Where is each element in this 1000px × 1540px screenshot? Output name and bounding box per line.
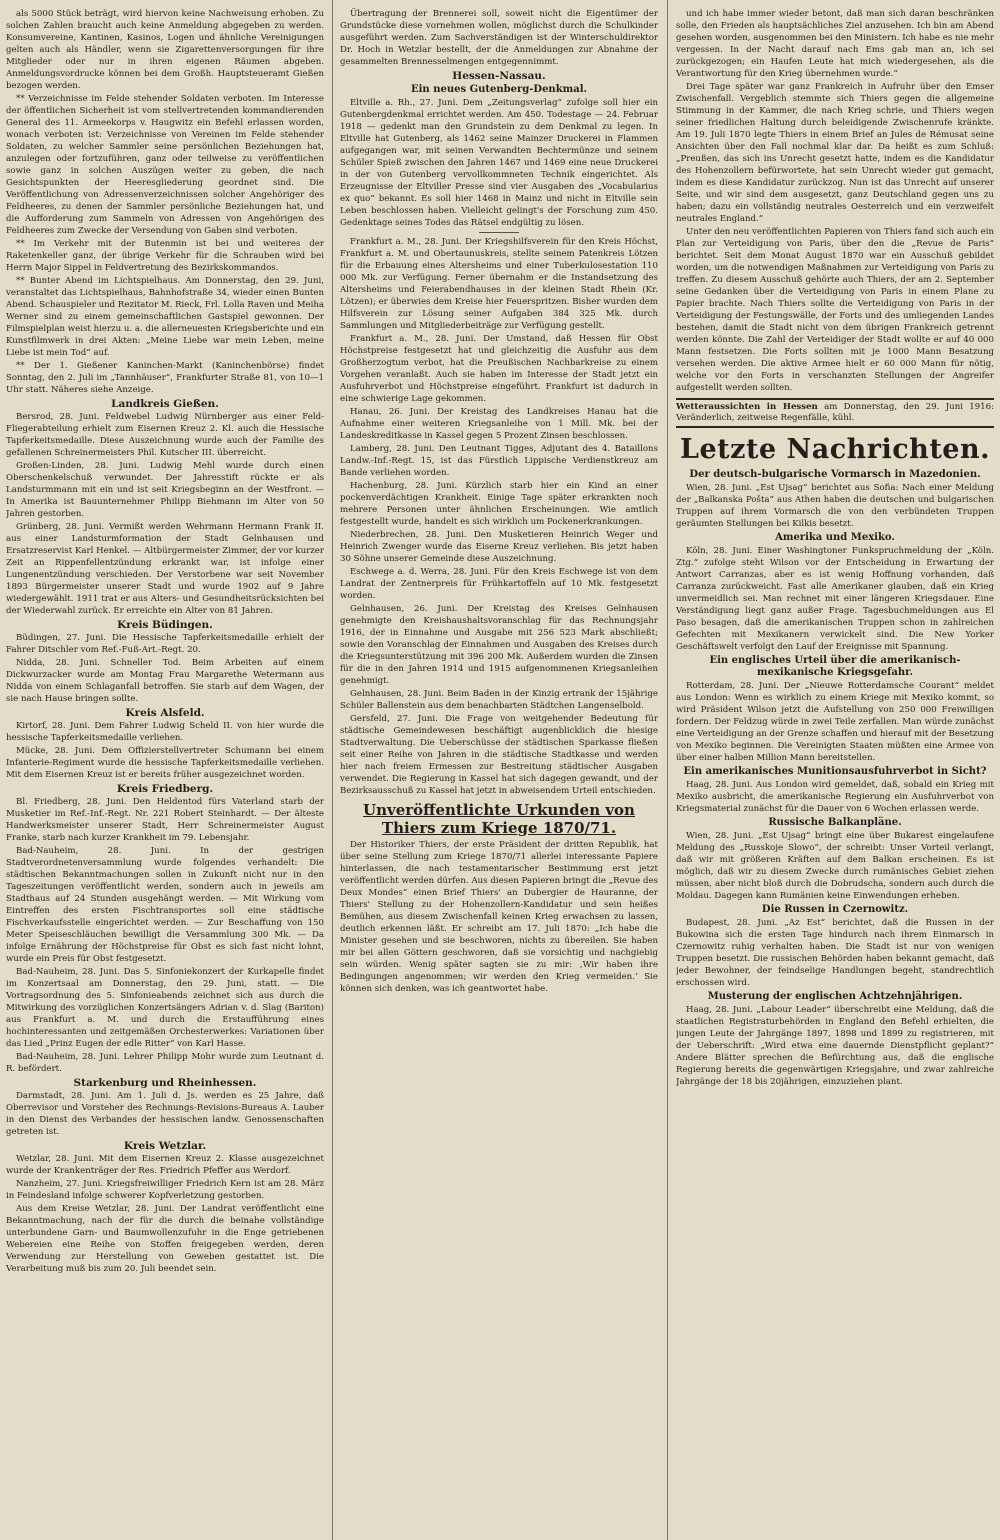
article-paragraph: ** Bunter Abend im Lichtspielhaus. Am Donnerstag, den 29. Juni, veranstaltet das Lichtspielhaus, Bahnhofstraße 34, wieder einen Bunten Abend. Schauspieler und Rezitator M. Rieck, Frl. Lolla Raven und Meiha Werner sind zu einem gemeinschaftlichen Gastspiel gewonnen. Der Filmspielplan weist hierzu u. a. die allerneuesten Kriegsberichte und ein Kunstfilmwerk in drei Akten: „Meine Liebe war mein Leben, meine Liebe ist mein Tod“ auf. [6,276,324,358]
section-heading: Kreis Friedberg. [116,783,214,795]
article-paragraph: Eltville a. Rh., 27. Juni. Dem „Zeitungsverlag“ zufolge soll hier ein Gutenbergdenkmal errichtet werden. Am 450. Todestage — 24. Februar 1918 — gedenkt man den Grundstein zu dem Denkmal zu legen. In Eltville hat Gutenberg, als 1462 seine Mainzer Druckerei in Flammen aufgegangen war, mit seinen Verwandten Bechtermünze und seinem Schüler Spieß zwischen den Jahren 1467 und 1469 eine neue Druckerei in der von Gutenberg vervollkommneten Technik eingerichtet. Als Erzeugnisse der Eltviller Presse sind vier Ausgaben des „Vocabularius ex quo“ bekannt. Es soll hier 1468 in Mainz und nicht in Eltville sein Leben beschlossen haben. Vielleicht gelingt's der Forschung zum 450. Gedenktage seines Todes das Rätsel endgültig zu lösen. [340,98,658,228]
article-paragraph: Haag, 28. Juni. Aus London wird gemeldet, daß, sobald ein Krieg mit Mexiko ausbricht, die amerikanische Regierung ein Ausfuhrverbot von Kriegsmaterial zunächst für die Dauer von 6 Wochen erlassen werde. [676,780,994,814]
article-paragraph: Hanau, 26. Juni. Der Kreistag des Landkreises Hanau hat die Aufnahme einer weiteren Kriegsanleihe von 1 Mill. Mk. bei der Landeskreditkasse in Kassel gegen 5 Prozent Zinsen beschlossen. [340,407,658,441]
article-headline: Unveröffentlichte Urkunden von Thiers zum Kriege 1870/71. [363,801,635,837]
section-heading: Landkreis Gießen. [111,398,219,410]
article-paragraph: Budapest, 28. Juni. „Az Est“ berichtet, daß die Russen in der Bukowina sich die ersten Tage hindurch nach ihrem Einmarsch in Czernowitz ruhig verhalten haben. Die Stadt ist nur von wenigen Truppen besetzt. Die russischen Behörden haben bekannt gemacht, daß jeder Bewohner, der feindselige Handlungen begeht, standrechtlich erschossen wird. [676,918,994,988]
article-paragraph: ** Verzeichnisse im Felde stehender Soldaten verboten. Im Interesse der öffentlichen Sicherheit ist vom stellvertretenden kommandierenden General des 11. Armeekorps v. Haugwitz ein Befehl erlassen worden, wonach verboten ist: Verzeichnisse von Vereinen im Felde stehender Soldaten, zu welcher Sammler seine persönlichen Beziehungen hat, anzulegen oder fortzuführen, ganz oder teilweise zu veröffentlichen sowie ganz in solchen Auszügen weiter zu geben, die nach Gesichtspunkten der Heeresgliederung geordnet sind. Die Veröffentlichung von Adressenverzeichnissen solcher Angehöriger des Feldheeres, zu denen der Sammler persönliche Beziehungen hat, und die Aufforderung zum Sammeln von Adressen von Angehörigen des Feldheeres zum Zwecke der Versendung von Gaben sind verboten. [6,94,324,236]
article-paragraph: Großen-Linden, 28. Juni. Ludwig Mehl wurde durch einen Oberschenkelschuß verwundet. Der Jahresstift rückte er als Landsturmmann mit ein und ist seit Kriegsbeginn an der Westfront. — In Amerika ist Bauunternehmer Philipp Biehmann im Alter von 50 Jahren gestorben. [6,461,324,519]
column-left [6,8,324,1532]
article-paragraph: Grünberg, 28. Juni. Vermißt werden Wehrmann Hermann Frank II. aus einer Landsturmformation der Stadt Gelnhausen und Ersatzreservist Karl Henkel. — Altbürgermeister Zimmer, der vor kurzer Zeit an Rippenfellentzündung erkrankt war, ist infolge einer Lungenentzündung verschieden. Der Verstorbene war seit November 1893 Bürgermeister unserer Stadt und wurde 1902 auf 9 Jahre wiedergewählt. 1911 trat er aus Alters- und Gesundheitsrücksichten bei der Wiederwahl zurück. Er erreichte ein Alter von 81 Jahren. [6,522,324,616]
article-paragraph: Frankfurt a. M., 28. Juni. Der Kriegshilfsverein für den Kreis Höchst, Frankfurt a. M. und Obertaunuskreis, stellte seinem Patenkreis Lötzen für die Erbauung eines Altersheims und einer Tuberkulosestation 110 000 Mk. zur Verfügung. Ferner übernahm er die Instandsetzung des Altersheims und Feierabendhauses in der kleinen Stadt Rhein (Kr. Lötzen); er überwies dem Kreise hier Feuerspritzen. Bisher wurden dem Hilfsverein zur Lösung seiner Aufgaben 384 325 Mk. durch Sammlungen und Mitgliederbeiträge zur Verfügung gestellt. [340,237,658,331]
article-paragraph: Bad-Nauheim, 28. Juni. Das 5. Sinfoniekonzert der Kurkapelle findet im Konzertsaal am Donnerstag, den 29. Juni, statt. — Die Vortragsordnung des 5. Sinfonieabends zeichnet sich aus durch die Mitwirkung des vorzüglichen Konzertsängers Adrian v. d. Slag (Bariton) aus Frankfurt a. M. und durch die Erstaufführung eines hochinteressanten und zeitgemäßen Orchesterwerkes: Variationen über das Lied „Prinz Eugen der edle Ritter“ von Karl Hasse. [6,967,324,1049]
section-heading: Kreis Wetzlar. [123,1140,207,1152]
article-paragraph: Hachenburg, 28. Juni. Kürzlich starb hier ein Kind an einer pockenverdächtigen Krankheit. Einige Tage später erkrankten noch mehrere Personen unter ähnlichen Erscheinungen. Wie amtlich festgestellt wurde, handelt es sich wirklich um Pockenerkrankungen. [340,481,658,527]
article-paragraph: Büdingen, 27. Juni. Die Hessische Tapferkeitsmedaille erhielt der Fahrer Ditschler vom Ref.-Fuß-Art.-Regt. 20. [6,633,324,655]
article-paragraph: Niederbrechen, 28. Juni. Den Musketieren Heinrich Weger und Heinrich Zwenger wurde das Eiserne Kreuz verliehen. Bis jetzt haben 30 Söhne unserer Gemeinde diese Auszeichnung. [340,530,658,564]
article-paragraph: Aus dem Kreise Wetzlar, 28. Juni. Der Landrat veröffentlicht eine Bekanntmachung, nach der für die durch die beinahe vollständige unterbundene Garn- und Baumwollenzufuhr in die Enge getriebenen Webereien eine Reihe von Stoffen freigegeben werden, deren Verwendung zur Herstellung von Geweben gestattet ist. Die Verarbeitung muß bis zum 20. Juli beendet sein. [6,1204,324,1274]
article-paragraph: Nidda, 28. Juni. Schneller Tod. Beim Arbeiten auf einem Dickwurzacker wurde am Montag Frau Margarethe Wetermann aus Nidda von einem Schlaganfall betroffen. Sie starb auf dem Wagen, der sie nach Hause bringen sollte. [6,658,324,704]
article-paragraph: Gelnhausen, 28. Juni. Beim Baden in der Kinzig ertrank der 15jährige Schüler Ballenstein aus dem benachbarten Städtchen Langenselbold. [340,689,658,711]
article-paragraph: Mücke, 28. Juni. Dem Offizierstellvertreter Schumann bei einem Infanterie-Regiment wurde die hessische Tapferkeitsmedaille verliehen. Mit dem Eisernen Kreuz ist er bereits früher ausgezeichnet worden. [6,746,324,780]
article-headline: Musterung der englischen Achtzehnjährigen. [707,991,963,1002]
article-headline: Ein englisches Urteil über die amerikanisch-mexikanische Kriegsgefahr. [709,655,961,678]
article-paragraph: Lamberg, 28. Juni. Den Leutnant Tigges, Adjutant des 4. Bataillons Landw.-Inf.-Regt. 15, ist das Fürstlich Lippische Verdienstkreuz am Bande verliehen worden. [340,444,658,478]
article-headline: Die Russen in Czernowitz. [761,904,909,915]
article-paragraph: Gelnhausen, 26. Juni. Der Kreistag des Kreises Gelnhausen genehmigte den Kreishaushaltsvoranschlag für das Rechnungsjahr 1916, der in Einnahme und Ausgabe mit 256 523 Mark abschließt; sowie den Voranschlag der Einnahmen und Ausgaben des Kreises durch die Kriegsunterstützung mit 396 200 Mk. Außerdem wurden die Zinsen für die in den Jahren 1914 und 1915 aufgenommenen Kriegsanleihen genehmigt. [340,604,658,686]
article-paragraph: Darmstadt, 28. Juni. Am 1. Juli d. Js. werden es 25 Jahre, daß Oberrevisor und Vorsteher des Rechnungs-Revisions-Bureaus A. Lauber in den Dienst des Verbandes der hessischen landw. Genossenschaften getreten ist. [6,1091,324,1137]
article-paragraph: Kirtorf, 28. Juni. Dem Fahrer Ludwig Scheld II. von hier wurde die hessische Tapferkeitsmedaille verliehen. [6,721,324,743]
article-headline: Russische Balkanpläne. [768,817,902,828]
article-paragraph: Bad-Nauheim, 28. Juni. Lehrer Philipp Mohr wurde zum Leutnant d. R. befördert. [6,1052,324,1074]
article-headline: Ein neues Gutenberg-Denkmal. [411,84,587,95]
article-paragraph: Wien, 28. Juni. „Est Ujsag“ bringt eine über Bukarest eingelaufene Meldung des „Russkoje Slowo“, der schreibt: Unser Vorteil verlangt, daß wir mit größeren Kräften auf dem Balkan erscheinen. Es ist möglich, daß wir zu diesem Zwecke durch rumänisches Gebiet ziehen müssen, aber nicht bloß durch die Dobrudscha, sondern auch durch die Moldau. Dagegen kann Rumänien keine Einwendungen erheben. [676,831,994,901]
article-paragraph: als 5000 Stück beträgt, wird hiervon keine Nachweisung erhoben. Zu solchen Zahlen braucht auch keine Anmeldung abgegeben zu werden. Konsumvereine, Kantinen, Kasinos, Logen und ähnliche Vereinigungen gelten auch als Händler, wenn sie Zigarettenversorgungen für ihre Mitglieder oder nur in ihren eigenen Räumen abgeben. Anmeldungsvordrucke können bei dem Großh. Hauptsteueramt Gießen bezogen werden. [6,9,324,91]
article-paragraph: Nanzheim, 27. Juni. Kriegsfreiwilliger Friedrich Kern ist am 28. März in Feindesland infolge schwerer Kopfverletzung gestorben. [6,1179,324,1201]
article-paragraph: ** Im Verkehr mit der Butenmin ist bei und weiteres der Raketenkeller ganz, der übrige Verkehr für die Schrauben wird bei Herrn Major Sippel in Feldvertretung des Bezirkskommandos. [6,239,324,273]
column-rule [667,0,668,1540]
section-heading: Kreis Alsfeld. [125,707,205,719]
article-paragraph: Wien, 28. Juni. „Est Ujsag“ berichtet aus Sofia: Nach einer Meldung der „Balkanska Pošta“ aus Athen haben die deutschen und bulgarischen Truppen auf ihrem Vormarsch die von den verbündeten Truppen geräumten Stellungen bei Kilkis besetzt. [676,483,994,529]
column-middle [340,8,658,1532]
article-paragraph: Unter den neu veröffentlichten Papieren von Thiers fand sich auch ein Plan zur Verteidigung von Paris, über den die „Revue de Paris“ berichtet. Seit dem Monat August 1870 war ein Ausschuß gebildet worden, um die notwendigen Maßnahmen zur Verteidigung von Paris zu treffen. Zu diesem Ausschuß gehörte auch Thiers, der am 2. September seine Gedanken über die Verteidigung von Paris in einem Plane zu Papier brachte. Nach Thiers sollte die Verteidigung von Paris in der Verteidigung der Festungswälle, der Forts und des umliegenden Landes bestehen, damit die Stadt nicht von dem übrigen Frankreich getrennt werden könnte. Die Zahl der Verteidiger der Stadt wollte er auf 40 000 Mann festsetzen. Die Forts sollten mit je 1000 Mann Besatzung versehen werden. Die aktive Armee hielt er 60 000 Mann für nötig, welche vor den Forts in verschanzten Stellungen der Angreifer aufgestellt werden sollten. [676,227,994,393]
article-headline: Amerika und Mexiko. [775,532,895,543]
article-paragraph: Rotterdam, 28. Juni. Der „Nieuwe Rotterdamsche Courant“ meldet aus London: Wenn es wirklich zu einem Kriege mit Mexiko kommt, so wird Präsident Wilson jetzt die Aufstellung von 250 000 Freiwilligen fordern. Der Feldzug würde in zwei Teile zerfallen. Man würde zunächst eine Verteidigung an der Grenze schaffen und hierauf mit der Besetzung von Mexiko beginnen. Die Vereinigten Staaten müßten eine Armee von über einer halben Million Mann bereitstellen. [676,681,994,763]
article-paragraph: Haag, 28. Juni. „Labour Leader“ überschreibt eine Meldung, daß die staatlichen Registraturbehörden in England den Befehl erhielten, die jungen Leute der Jahrgänge 1897, 1898 und 1899 zu registrieren, mit der Ueberschrift: „Wird etwa eine dauernde Dienstpflicht geplant?“ Andere Blätter sprechen die Befürchtung aus, daß die englische Regierung bereits die gegenwärtigen Kriegsjahre, und zwar zahlreiche Jahrgänge der 18 bis 20jährigen, einzuziehen plant. [676,1005,994,1087]
article-paragraph: Gersfeld, 27. Juni. Die Frage von weitgehender Bedeutung für städtische Gemeindewesen beschäftigt augenblicklich die hiesige Stadtverwaltung. Die Ueberschüsse der städtischen Sparkasse fließen seit einer Reihe von Jahren in die städtische Stadtkasse und werden hier nach freiem Ermessen zur Bestreitung städtischer Ausgaben verwendet. Die Regierung in Kassel hat sich dagegen gewandt, und der Bezirksausschuß zu Kassel hat jetzt in abweisendem Urteil entschieden. [340,714,658,796]
article-paragraph: Bersrod, 28. Juni. Feldwebel Ludwig Nürnberger aus einer Feld-Fliegerabteilung erhielt zum Eisernen Kreuz 2. Kl. auch die Hessische Tapferkeitsmedaille. Diese Auszeichnung wurde auch der Familie des gefallenen Schreinermeisters Phil. Kutscher III. überreicht. [6,412,324,458]
article-headline: Der deutsch-bulgarische Vormarsch in Mazedonien. [689,469,981,480]
article-paragraph: und ich habe immer wieder betont, daß man sich daran beschränken solle, den Frieden als hauptsächliches Ziel anzusehen. Ich bin am Abend gesehen worden, ausgenommen bei den Ministern. Ich habe es nie mehr vergessen. In der Nacht darauf nach Ems gab man an, ich sei zurückgezogen; ein Haufen Leute hat mich wiedergesehen, als die Verantwortung für den Krieg übernehmen wurde.“ [676,9,994,79]
article-paragraph: Drei Tage später war ganz Frankreich in Aufruhr über den Emser Zwischenfall. Vergeblich stemmte sich Thiers gegen die allgemeine Stimmung in der Kammer, die nach Krieg schrie, und Thiers wegen seiner friedlichen Haltung durch beleidigende Zwischenrufe kränkte. Am 19. Juli 1870 legte Thiers in einem Brief an Jules de Rémusat seine Ansichten über den Fall nochmal klar dar. Da heißt es zum Schluß: „Preußen, das sich ins Unrecht gesetzt hatte, indem es die Kandidatur des Hohenzollern befürwortete, hat sein Unrecht wieder gut gemacht, indem es diese Kandidatur zurückzog. Nun ist das Unrecht auf unserer Seite, und wir sind dem ausgesetzt, ganz Deutschland gegen uns zu haben; dazu ein vollständig neutrales Oesterreich und ein verzweifelt neutrales England.“ [676,82,994,224]
divider [479,232,519,233]
article-paragraph: Köln, 28. Juni. Einer Washingtoner Funkspruchmeldung der „Köln. Ztg.“ zufolge steht Wilson vor der Entscheidung in Erwartung der Antwort Carranzas, aber es ist wenig Hoffnung vorhanden, daß Carranza zurückweicht. Fast alle Amerikaner glauben, daß ein Krieg unvermeidlich sei. Man rechnet mit einer längeren Kriegsdauer. Eine Verständigung liegt ganz außer Frage. Tagesbuchmeldungen aus El Paso besagen, daß die amerikanischen Truppen schon in zahlreichen Gefechten mit Mexikanern verwickelt sind. Die New Yorker Geschäftswelt verfolgt den Lauf der Ereignisse mit Spannung. [676,546,994,652]
article-paragraph: Bad-Nauheim, 28. Juni. In der gestrigen Stadtverordnetenversammlung wurde folgendes verhandelt: Die städtischen Bekanntmachungen sollen in Zukunft nicht nur in den Tageszeitungen veröffentlicht werden, sondern auch in jeweils am Stadthaus auf 24 Stunden ausgehängt werden. — Mit Wirkung vom Eintreffen des ersten Fischtransportes soll eine städtische Fischverkaufsstelle eingerichtet werden. — Zur Beschaffung von 150 Meter Speiseschläuchen bewilligt die Versammlung 300 Mk. — Da infolge Ernährung der Höchstpreise für Obst es sich fast nicht lohnt, wurde ein Preis für Obst festgesetzt. [6,846,324,964]
column-rule [332,0,333,1540]
column-right [676,8,994,1532]
article-paragraph: Übertragung der Brennerei soll, soweit nicht die Eigentümer der Grundstücke diese vornehmen wollen, möglichst durch die Schulkinder ausgeführt werden. Zum Sachverständigen ist der Winterschuldirektor Dr. Hoch in Wetzlar bestellt, der die Anmeldungen zur Abnahme der gesammelten Brennesselmengen entgegennimmt. [340,9,658,67]
weather-label: Wetteraussichten in Hessen [676,402,818,412]
article-paragraph: Bl. Friedberg, 28. Juni. Den Heldentod fürs Vaterland starb der Musketier im Ref.-Inf.-Regt. Nr. 221 Robert Steinhardt. — Der älteste Handwerksmeister unserer Stadt, Herr Schreinermeister August Franke, starb nach kurzer Krankheit im 79. Lebensjahr. [6,797,324,843]
section-heading: Kreis Büdingen. [117,619,213,631]
section-headline: Letzte Nachrichten. [680,434,990,465]
weather-forecast-box [676,398,994,428]
section-heading: Hessen-Nassau. [452,70,546,82]
section-heading: Starkenburg und Rheinhessen. [73,1077,257,1089]
article-headline: Ein amerikanisches Munitionsausfuhrverbot in Sicht? [683,766,987,777]
article-paragraph: Eschwege a. d. Werra, 28. Juni. Für den Kreis Eschwege ist von dem Landrat der Zentnerpreis für Frühkartoffeln auf 10 Mk. festgesetzt worden. [340,567,658,601]
article-paragraph: Der Historiker Thiers, der erste Präsident der dritten Republik, hat über seine Stellung zum Kriege 1870/71 allerlei interessante Papiere hinterlassen, die nach testamentarischer Bestimmung erst jetzt veröffentlicht werden dürfen. Aus diesen Papieren bringt die „Revue des Deux Mondes“ einen Brief Thiers' an Dubergier de Hauranne, der Thiers' Stellung zu der Hohenzollern-Kandidatur und sein heißes Bemühen, aus diesem Zwischenfall keinen Krieg erwachsen zu lassen, deutlich erkennen läßt. Er schreibt am 17. Juli 1870: „Ich habe die Minister gesehen und sie beschworen, nichts zu übereilen. Sie haben mir bei allen Göttern geschworen, daß sie vorsichtig und nachgiebig sein würden. Wenig später sagten sie zu mir: ,Wir haben ihre Bedingungen angenommen; wir werden den Krieg vermeiden.‘ Sie können sich denken, was ich geantwortet habe. [340,840,658,994]
article-paragraph: Frankfurt a. M., 28. Juni. Der Umstand, daß Hessen für Obst Höchstpreise festgesetzt hat und gleichzeitig die Ausfuhr aus dem Großherzogtum verbot, hat die Preußischen Nachbarkreise zu einem Vorgehen veranlaßt. Auch sie haben im Interesse der Stadt jetzt ein Ausfuhrverbot und Höchstpreise eingeführt. Frankfurt ist dadurch in eine schwierige Lage gekommen. [340,334,658,404]
weather-text: am Donnerstag, den 29. Juni 1916: Veränderlich, zeitweise Regenfälle, kühl. [676,402,994,423]
article-paragraph: Wetzlar, 28. Juni. Mit dem Eisernen Kreuz 2. Klasse ausgezeichnet wurde der Krankenträger der Res. Friedrich Pfeffer aus Werdorf. [6,1154,324,1176]
article-paragraph: ** Der 1. Gießener Kaninchen-Markt (Kaninchenbörse) findet Sonntag, den 2. Juli im „Tannhäuser“, Frankfurter Straße 81, von 10—1 Uhr statt. Näheres siehe Anzeige. [6,361,324,395]
